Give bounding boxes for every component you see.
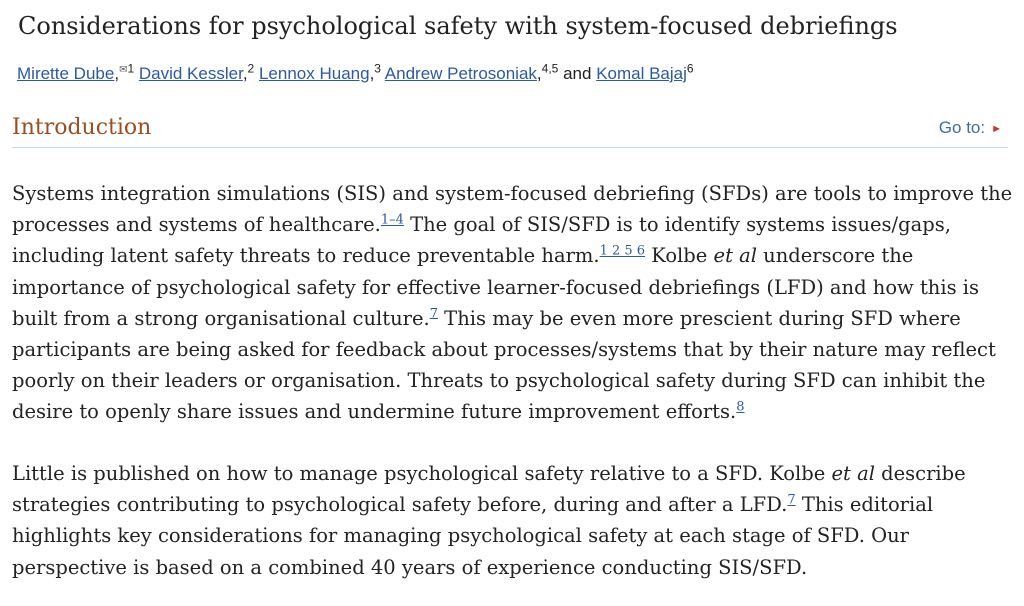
citation-link[interactable]: 7 [787, 492, 796, 508]
section-header [12, 113, 1008, 148]
author-affiliation: 6 [686, 61, 694, 76]
paragraph-text: Little is published on how to manage psychological safety relative to a SFD. Kolbe [12, 462, 832, 485]
citation-link[interactable]: 1–4 [380, 212, 404, 228]
paragraph-text: describe strategies contributing to psychological safety before, during and after a LFD. [12, 462, 966, 517]
citation-link[interactable]: 8 [736, 399, 745, 415]
article-title: Considerations for psychological safety with system-focused debriefings [18, 12, 898, 40]
author-link[interactable]: Lennox Huang [258, 64, 370, 83]
author-link[interactable]: Komal Bajaj [596, 64, 687, 83]
author-affiliation: 1 [127, 61, 135, 76]
author-affiliation: 4,5 [541, 61, 559, 76]
goto-menu[interactable] [939, 118, 1002, 138]
italic-text: et al [831, 462, 875, 485]
envelope-icon[interactable]: ✉ [119, 64, 128, 76]
triangle-right-icon: ► [991, 122, 1002, 135]
paragraph-text: This editorial highlights key considerations for managing psychological safety at each stage of SFD. Our perspective is based on a combined 40 years of experience conducting SIS/SFD. [12, 493, 934, 579]
paragraph [12, 178, 1016, 428]
authors-and: and [563, 64, 592, 83]
author-link[interactable]: Andrew Petrosoniak [384, 64, 537, 83]
paragraph-text: Systems integration simulations (SIS) and system-focused debriefing (SFDs) are tools to improve the processes and systems of healthcare. [12, 182, 1013, 237]
citation-link[interactable]: 1 2 5 6 [599, 243, 646, 259]
paragraph [12, 458, 1016, 583]
author-link[interactable]: David Kessler [138, 64, 243, 83]
section-title: Introduction [12, 115, 152, 140]
author-affiliation: 3 [374, 61, 381, 76]
author-list: Mirette Dube,$^{✉1}$ David Kessler,$^2$ Lennox Huang,$^3$ Andrew Petrosoniak,$^{4,5}$ and Komal Bajaj$^6$ [17, 61, 694, 83]
paragraph-text: Kolbe [645, 244, 714, 268]
author-affiliation: 2 [247, 61, 255, 76]
italic-text: et al [713, 244, 757, 268]
goto-label: Go to: [938, 118, 986, 137]
paragraph-text: This may be even more prescient during SFD where participants are being asked for feedback about processes/systems that by their nature may reflect poorly on their leaders or organisation. Threats to psychological safety during SFD can inhibit the desire to openly share issues and undermine future improvement efforts. [12, 306, 996, 424]
citation-link[interactable]: 7 [429, 306, 438, 322]
paragraph-text: The goal of SIS/SFD is to identify systems issues/gaps, including latent safety threats to reduce preventable harm. [12, 213, 951, 268]
paragraph-text: underscore the importance of psychological safety for effective learner-focused debriefings (LFD) and how this is built from a strong organisational culture. [12, 244, 980, 330]
author-link[interactable]: Mirette Dube [17, 64, 115, 83]
